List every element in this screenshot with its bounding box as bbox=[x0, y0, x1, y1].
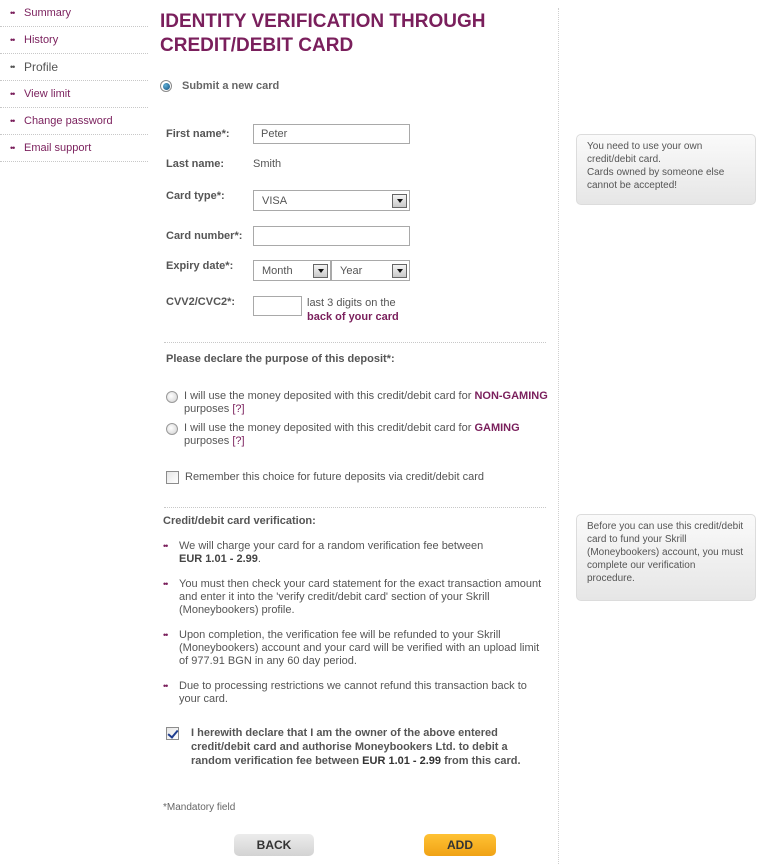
card-number-input[interactable] bbox=[253, 226, 410, 246]
purpose-suffix: purposes bbox=[184, 403, 230, 415]
verification-info-box bbox=[576, 514, 756, 601]
cvv-row bbox=[166, 296, 399, 324]
chevron-down-icon[interactable] bbox=[313, 264, 328, 278]
purpose-suffix: purposes bbox=[184, 435, 230, 447]
cvv-hint bbox=[307, 296, 399, 324]
double-arrow-bullet-icon: •• bbox=[10, 116, 15, 126]
remember-checkbox[interactable] bbox=[166, 471, 179, 484]
sidebar-item-label: View limit bbox=[24, 88, 71, 100]
purpose-option-text bbox=[184, 422, 520, 448]
card-type-row bbox=[166, 190, 410, 211]
radio-unselected-icon[interactable] bbox=[166, 423, 178, 435]
title-line-1: IDENTITY VERIFICATION THROUGH bbox=[160, 11, 486, 32]
expiry-year-select[interactable] bbox=[331, 260, 410, 281]
sidebar-item-profile[interactable] bbox=[0, 54, 148, 81]
card-type-select[interactable] bbox=[253, 190, 410, 211]
purpose-option-text bbox=[184, 390, 548, 416]
cvv-hint-text: last 3 digits on the bbox=[307, 297, 396, 309]
card-number-label: Card number*: bbox=[166, 230, 243, 242]
list-item-text: Due to processing restrictions we cannot refund this transaction back to your card. bbox=[179, 680, 527, 705]
sidebar-item-label: Summary bbox=[24, 7, 72, 19]
list-item-text bbox=[179, 540, 483, 566]
double-arrow-bullet-icon: •• bbox=[10, 35, 15, 45]
back-button[interactable]: BACK bbox=[234, 834, 314, 856]
declaration-checkbox[interactable] bbox=[166, 727, 179, 740]
help-link[interactable]: [?] bbox=[232, 435, 245, 447]
double-arrow-bullet-icon: •• bbox=[163, 681, 168, 691]
info-text: Before you can use this credit/debit card to fund your Skrill (Moneybookers) account, you must complete our verification procedure. bbox=[587, 521, 744, 584]
declaration-end: from this card. bbox=[444, 755, 521, 767]
submit-new-card-option[interactable] bbox=[160, 80, 279, 92]
list-item bbox=[163, 540, 550, 566]
mandatory-note: *Mandatory field bbox=[163, 802, 236, 813]
purpose-keyword: NON-GAMING bbox=[474, 390, 548, 402]
remember-label: Remember this choice for future deposits via credit/debit card bbox=[185, 471, 484, 483]
sidebar-item-change-password[interactable] bbox=[0, 108, 148, 135]
back-of-card-link[interactable]: back of your card bbox=[307, 311, 399, 323]
fee-end: . bbox=[257, 553, 261, 565]
list-item-text: Upon completion, the verification fee will be refunded to your Skrill (Moneybookers) account and your card will be verified with an upload limit of 977.91 BGN in any 60 day period. bbox=[179, 629, 540, 667]
fee-range: EUR 1.01 - 2.99 bbox=[179, 553, 258, 565]
sidebar-nav bbox=[0, 0, 148, 162]
sidebar-item-summary[interactable] bbox=[0, 0, 148, 27]
remember-choice-row[interactable] bbox=[166, 471, 550, 484]
first-name-label: First name*: bbox=[166, 128, 230, 140]
card-number-row bbox=[166, 226, 410, 246]
double-arrow-bullet-icon: •• bbox=[10, 62, 15, 72]
info-text: You need to use your own credit/debit card. bbox=[587, 141, 703, 165]
last-name-value: Smith bbox=[253, 158, 282, 170]
sidebar-item-label: Email support bbox=[24, 142, 92, 154]
radio-selected-icon[interactable] bbox=[160, 80, 172, 92]
expiry-month-select[interactable] bbox=[253, 260, 331, 281]
sidebar-item-history[interactable] bbox=[0, 27, 148, 54]
sidebar-item-label: Profile bbox=[24, 60, 59, 74]
chevron-down-icon[interactable] bbox=[392, 194, 407, 208]
last-name-row bbox=[166, 158, 281, 170]
double-arrow-bullet-icon: •• bbox=[10, 89, 15, 99]
verification-list bbox=[163, 540, 550, 718]
divider bbox=[164, 507, 546, 508]
purpose-option-gaming[interactable] bbox=[166, 422, 550, 448]
purpose-text: I will use the money deposited with this credit/debit card for bbox=[184, 422, 472, 434]
help-link[interactable]: [?] bbox=[232, 403, 245, 415]
double-arrow-bullet-icon: •• bbox=[163, 541, 168, 551]
last-name-label: Last name: bbox=[166, 158, 225, 170]
sidebar-item-view-limit[interactable] bbox=[0, 81, 148, 108]
fee-text: We will charge your card for a random verification fee between bbox=[179, 540, 484, 552]
list-item bbox=[163, 680, 550, 706]
purpose-text: I will use the money deposited with this credit/debit card for bbox=[184, 390, 472, 402]
sidebar-item-label: History bbox=[24, 34, 59, 46]
submit-new-card-label: Submit a new card bbox=[182, 80, 280, 92]
first-name-input[interactable]: Peter bbox=[253, 124, 410, 144]
radio-unselected-icon[interactable] bbox=[166, 391, 178, 403]
card-type-value: VISA bbox=[262, 194, 288, 207]
column-divider bbox=[558, 8, 559, 864]
card-type-label: Card type*: bbox=[166, 190, 225, 202]
declaration-row[interactable] bbox=[166, 726, 550, 768]
double-arrow-bullet-icon: •• bbox=[10, 8, 15, 18]
page-title bbox=[160, 10, 550, 58]
declaration-text bbox=[191, 726, 550, 768]
divider bbox=[164, 342, 546, 343]
list-item-text: You must then check your card statement for the exact transaction amount and enter it into the 'verify credit/debit card' section of your Skrill (Moneybookers) profile. bbox=[179, 578, 542, 616]
expiry-date-row bbox=[166, 260, 410, 281]
declaration-fee: EUR 1.01 - 2.99 bbox=[362, 755, 442, 767]
declaration-body: I herewith declare that I am the owner of the above entered credit/debit card and authorise Moneybookers Ltd. to debit a random verification fee between bbox=[191, 727, 508, 767]
info-text: Cards owned by someone else cannot be accepted! bbox=[587, 167, 725, 191]
purpose-option-non-gaming[interactable] bbox=[166, 390, 550, 416]
double-arrow-bullet-icon: •• bbox=[10, 143, 15, 153]
verification-heading: Credit/debit card verification: bbox=[163, 515, 316, 527]
cvv-label: CVV2/CVC2*: bbox=[166, 296, 236, 308]
list-item bbox=[163, 629, 550, 668]
sidebar-item-email-support[interactable] bbox=[0, 135, 148, 162]
own-card-info-box bbox=[576, 134, 756, 205]
expiry-date-label: Expiry date*: bbox=[166, 260, 234, 272]
purpose-keyword: GAMING bbox=[474, 422, 520, 434]
add-button[interactable]: ADD bbox=[424, 834, 496, 856]
expiry-year-value: Year bbox=[340, 264, 363, 277]
title-line-2: CREDIT/DEBIT CARD bbox=[160, 35, 354, 56]
chevron-down-icon[interactable] bbox=[392, 264, 407, 278]
first-name-row bbox=[166, 124, 410, 144]
purpose-heading: Please declare the purpose of this deposit*: bbox=[166, 353, 395, 365]
double-arrow-bullet-icon: •• bbox=[163, 579, 168, 589]
double-arrow-bullet-icon: •• bbox=[163, 630, 168, 640]
sidebar-item-label: Change password bbox=[24, 115, 113, 127]
list-item bbox=[163, 578, 550, 617]
expiry-month-value: Month bbox=[262, 264, 293, 277]
cvv-input[interactable] bbox=[253, 296, 302, 316]
